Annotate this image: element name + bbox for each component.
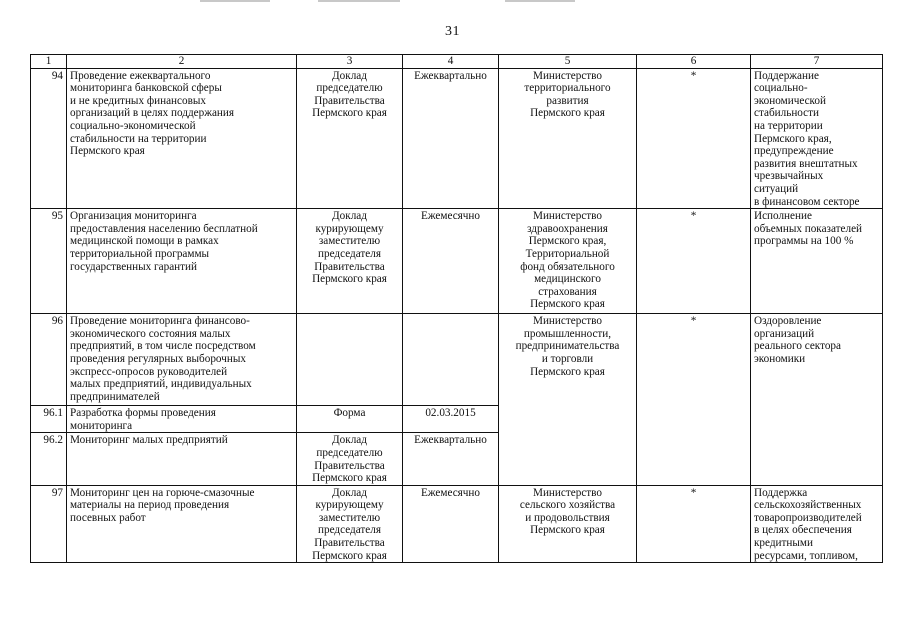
column-number: 1 — [31, 55, 67, 69]
report-form-cell: Доклад курирующему заместителю председателя Правительства Пермского края — [297, 485, 403, 563]
activity-cell: Организация мониторинга предоставления населению бесплатной медицинской помощи в рамках территориальной программы государственных гарантий — [67, 209, 297, 314]
period-cell: Ежеквартально — [403, 433, 499, 485]
column-number: 6 — [637, 55, 751, 69]
page-number: 31 — [445, 24, 460, 39]
result-cell: Поддержание социально- экономической стабильности на территории Пермского края, предупреждение развития внештатных чрезвычайных ситуаций в финансовом секторе — [751, 68, 883, 209]
column-number: 7 — [751, 55, 883, 69]
activity-cell: Мониторинг цен на горюче-смазочные материалы на период проведения посевных работ — [67, 485, 297, 563]
row-number: 96.1 — [31, 406, 67, 433]
period-cell: 02.03.2015 — [403, 406, 499, 433]
mark-cell: * — [637, 485, 751, 563]
column-number: 4 — [403, 55, 499, 69]
column-number-row — [31, 55, 883, 69]
table-row — [31, 314, 883, 406]
mark-cell: * — [637, 68, 751, 209]
activity-table — [30, 54, 883, 563]
period-cell — [403, 314, 499, 406]
report-form-cell: Форма — [297, 406, 403, 433]
row-number: 96 — [31, 314, 67, 406]
table-row — [31, 209, 883, 314]
period-cell: Ежемесячно — [403, 485, 499, 563]
executor-cell: Министерство сельского хозяйства и продовольствия Пермского края — [499, 485, 637, 563]
report-form-cell: Доклад курирующему заместителю председателя Правительства Пермского края — [297, 209, 403, 314]
result-cell: Поддержка сельскохозяйственных товаропроизводителей в целях обеспечения кредитными ресурсами, топливом, — [751, 485, 883, 563]
report-form-cell: Доклад председателю Правительства Пермского края — [297, 433, 403, 485]
activity-cell: Проведение ежеквартального мониторинга банковской сферы и не кредитных финансовых организаций в целях поддержания социально-экономической стабильности на территории Пермского края — [67, 68, 297, 209]
row-number: 95 — [31, 209, 67, 314]
period-cell: Ежеквартально — [403, 68, 499, 209]
scan-artifact-line — [505, 0, 575, 2]
column-number: 2 — [67, 55, 297, 69]
column-number: 5 — [499, 55, 637, 69]
column-number: 3 — [297, 55, 403, 69]
scan-artifact-line — [200, 0, 270, 2]
table-row — [31, 68, 883, 209]
activity-cell: Мониторинг малых предприятий — [67, 433, 297, 485]
executor-cell: Министерство территориального развития Пермского края — [499, 68, 637, 209]
mark-cell: * — [637, 314, 751, 486]
executor-cell: Министерство здравоохранения Пермского края, Территориальной фонд обязательного медицинского страхования Пермского края — [499, 209, 637, 314]
row-number: 96.2 — [31, 433, 67, 485]
period-cell: Ежемесячно — [403, 209, 499, 314]
scan-artifact-line — [318, 0, 400, 2]
row-number: 94 — [31, 68, 67, 209]
table-row — [31, 485, 883, 563]
executor-cell: Министерство промышленности, предпринимательства и торговли Пермского края — [499, 314, 637, 486]
activity-cell: Проведение мониторинга финансово- экономического состояния малых предприятий, в том числе посредством проведения регулярных выборочных экспресс-опросов руководителей малых предприятий, индивидуальных предпринимателей — [67, 314, 297, 406]
result-cell: Исполнение объемных показателей программы на 100 % — [751, 209, 883, 314]
activity-cell: Разработка формы проведения мониторинга — [67, 406, 297, 433]
report-form-cell — [297, 314, 403, 406]
report-form-cell: Доклад председателю Правительства Пермского края — [297, 68, 403, 209]
row-number: 97 — [31, 485, 67, 563]
mark-cell: * — [637, 209, 751, 314]
result-cell: Оздоровление организаций реального сектора экономики — [751, 314, 883, 486]
